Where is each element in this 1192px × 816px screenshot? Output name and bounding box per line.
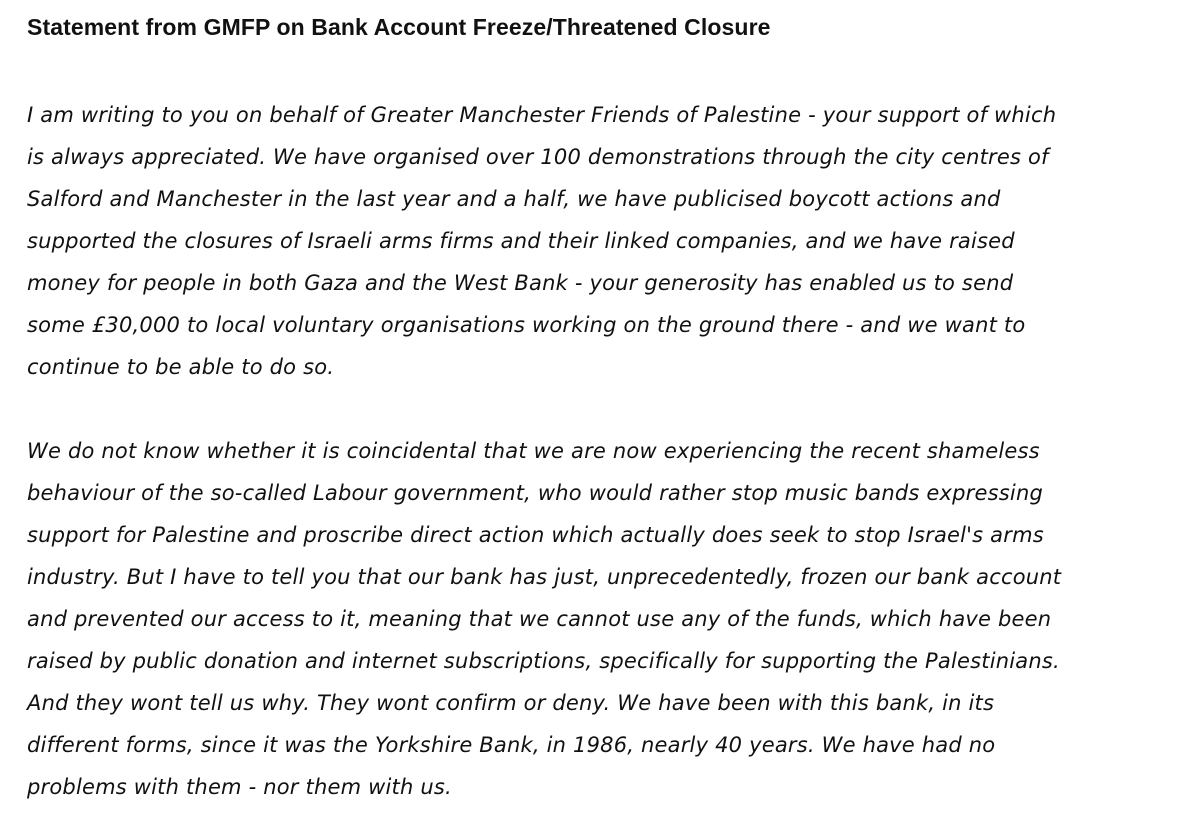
- paragraph-line: And they wont tell us why. They wont confirm or deny. We have been with this bank, in its: [27, 691, 995, 715]
- paragraph-line: industry. But I have to tell you that our bank has just, unprecedentedly, frozen our bank account: [27, 565, 1062, 589]
- paragraph-line: different forms, since it was the Yorkshire Bank, in 1986, nearly 40 years. We have had no: [27, 733, 996, 757]
- paragraph-line: and prevented our access to it, meaning that we cannot use any of the funds, which have been: [27, 607, 1052, 631]
- paragraph-2: [27, 430, 1187, 808]
- paragraph-line: behaviour of the so-called Labour government, who would rather stop music bands expressing: [27, 481, 1043, 505]
- paragraph-line: raised by public donation and internet subscriptions, specifically for supporting the Palestinians.: [27, 649, 1060, 673]
- page-title: Statement from GMFP on Bank Account Freeze/Threatened Closure: [27, 14, 771, 40]
- paragraph-line: problems with them - nor them with us.: [27, 775, 452, 799]
- paragraph-line: Salford and Manchester in the last year and a half, we have publicised boycott actions and: [27, 187, 1001, 211]
- paragraph-line: supported the closures of Israeli arms firms and their linked companies, and we have raised: [27, 229, 1015, 253]
- paragraph-line: is always appreciated. We have organised over 100 demonstrations through the city centres of: [27, 145, 1049, 169]
- paragraph-line: We do not know whether it is coincidental that we are now experiencing the recent shameless: [27, 439, 1040, 463]
- paragraph-1: [27, 94, 1187, 388]
- paragraph-line: continue to be able to do so.: [27, 355, 335, 379]
- paragraph-line: some £30,000 to local voluntary organisations working on the ground there - and we want to: [27, 313, 1026, 337]
- paragraph-line: I am writing to you on behalf of Greater Manchester Friends of Palestine - your support of which: [27, 103, 1057, 127]
- statement-body: [27, 94, 1187, 808]
- paragraph-line: support for Palestine and proscribe direct action which actually does seek to stop Israel's arms: [27, 523, 1044, 547]
- paragraph-line: money for people in both Gaza and the West Bank - your generosity has enabled us to send: [27, 271, 1014, 295]
